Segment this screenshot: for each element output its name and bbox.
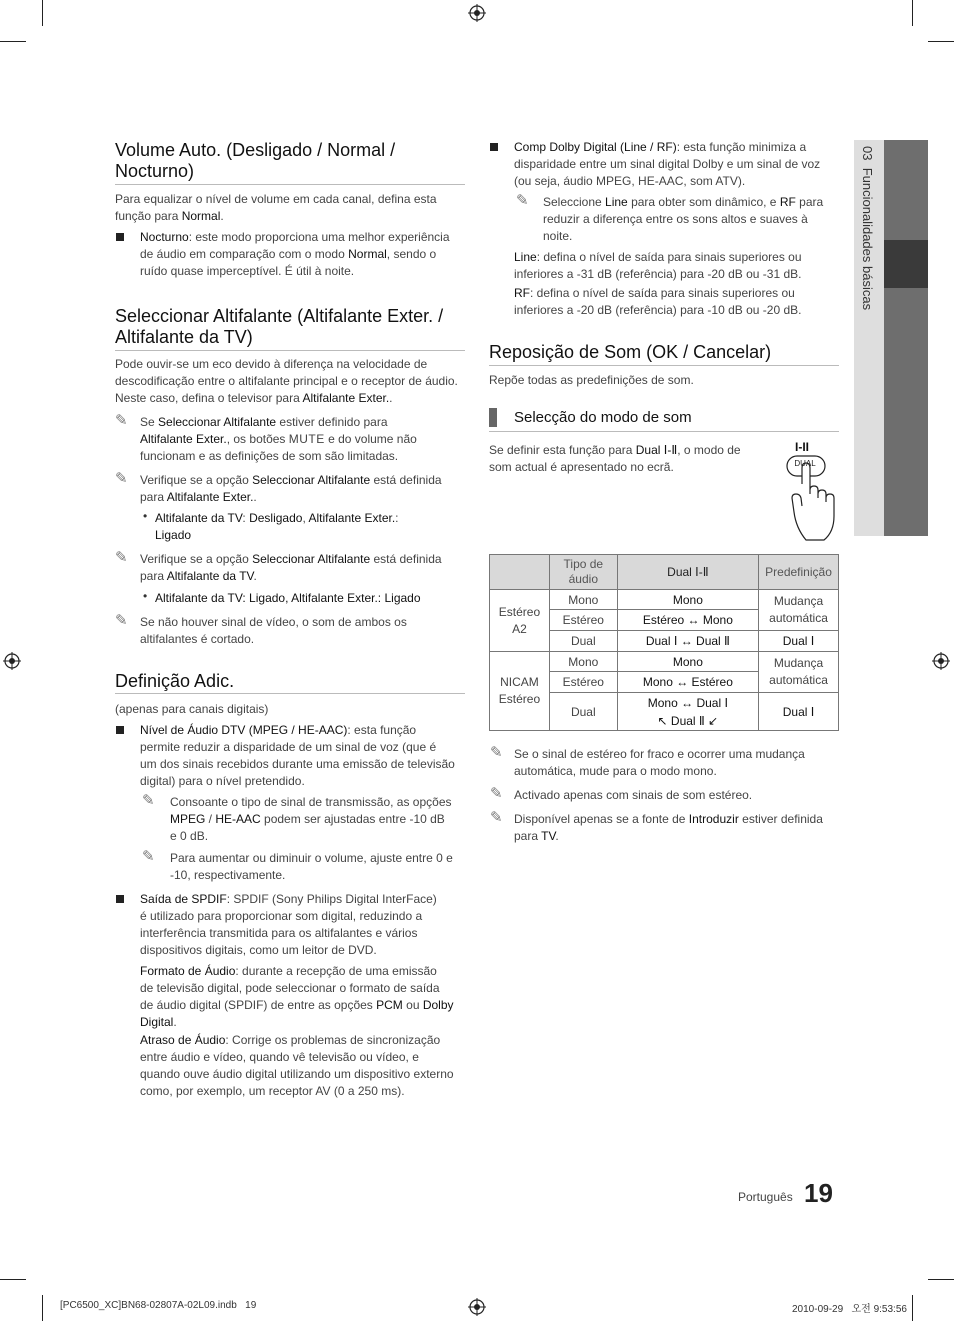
registration-mark-icon [3, 652, 21, 670]
table-cell: Mono [549, 652, 617, 672]
bullet-dot-icon: • [143, 509, 148, 523]
table-cell: Estéreo A2 [490, 590, 550, 652]
speaker-select-text: Pode ouvir-se um eco devido à diferença na velocidade de descodificação entre o altifalante principal e o receptor de áudio. Neste caso, defina o televisor para Altifalante Exter.. [115, 357, 458, 405]
heading-rule [115, 693, 465, 694]
note-pencil-icon: ✎ [115, 612, 128, 629]
stereo-note-3: Disponível apenas se a fonte de Introduzir estiver definida para TV. [514, 812, 823, 843]
crop-mark [928, 1279, 954, 1280]
table-cell: Mono [617, 652, 758, 672]
crop-mark [0, 1279, 26, 1280]
speaker-note-1: Se Seleccionar Altifalante estiver definido para Altifalante Exter., os botões MUTE e do volume não funcionam e as definições de som são limitadas. [140, 415, 417, 463]
dtv-note-1: Consoante o tipo de sinal de transmissão, as opções MPEG / HE-AAC podem ser ajustadas entre -10 dB e 0 dB. [170, 795, 452, 843]
dual-button-icon: DUAL [794, 459, 816, 468]
registration-mark-icon [932, 652, 950, 670]
dtv-note-2: Para aumentar ou diminuir o volume, ajuste entre 0 e -10, respectivamente. [170, 851, 453, 882]
table-cell: Estéreo [549, 610, 617, 631]
dtv-audio-level-item: Nível de Áudio DTV (MPEG / HE-AAC): esta função permite reduzir a disparidade de um sinal de voz (que é um dos sinais recebidos durante uma emissão de televisão digital) para o nível pretendido. [140, 723, 455, 788]
note-pencil-icon: ✎ [490, 809, 503, 826]
audio-delay-item: Atraso de Áudio: Corrige os problemas de sincronização entre áudio e vídeo, quando vê televisão ou vídeo, e quando ouve áudio digital utilizando um dispositivo externo como, por exemplo, um receptor AV (0 a 250 ms). [140, 1033, 454, 1098]
volume-auto-title: Volume Auto. (Desligado / Normal / Nocturno) [115, 140, 396, 181]
table-cell: Dual Ⅰ ↔ Dual Ⅱ [617, 631, 758, 652]
language-label: Português [738, 1190, 793, 1204]
line-description: Line: defina o nível de saída para sinais superiores ou inferiores a -31 dB (referência) para -20 dB ou -31 dB. [514, 250, 802, 281]
bullet-square-icon [490, 143, 498, 151]
bullet-square-icon [116, 233, 124, 241]
crop-mark [42, 1295, 43, 1321]
table-header-cell: Tipo de áudio [549, 555, 617, 590]
table-row [490, 652, 839, 672]
sound-mode-text: Se definir esta função para Dual Ⅰ-Ⅱ, o modo de som actual é apresentado no ecrã. [489, 443, 741, 474]
table-cell: Dual Ⅰ [759, 631, 839, 652]
crop-mark [912, 1295, 913, 1321]
registration-mark-icon [468, 4, 486, 22]
heading-rule [489, 365, 839, 366]
crop-mark [928, 41, 954, 42]
table-cell [490, 555, 550, 590]
dolby-compression-item: Comp Dolby Digital (Line / RF): esta função minimiza a disparidade entre um sinal digital Dolby e um sinal de voz (ou seja, áudio MPEG, HE-AAC, som ATV). [514, 140, 821, 188]
dual-button-label: I-II [795, 440, 809, 454]
note-pencil-icon: ✎ [115, 549, 128, 566]
audio-format-item: Formato de Áudio: durante a recepção de uma emissão de televisão digital, pode seleccionar o formato de saída de áudio digital (SPDIF) de entre as opções PCM ou Dolby Digital. [140, 964, 454, 1029]
additional-settings-title: Definição Adic. [115, 671, 235, 691]
crop-mark [42, 0, 43, 26]
note-pencil-icon: ✎ [115, 412, 128, 429]
rf-description: RF: defina o nível de saída para sinais superiores ou inferiores a -20 dB (referência) para -10 dB ou -20 dB. [514, 286, 802, 317]
table-cell: Mono [549, 590, 617, 610]
heading-rule [489, 431, 839, 432]
speaker-note-2: Verifique se a opção Seleccionar Altifalante está definida para Altifalante Exter.. [140, 473, 442, 504]
note-pencil-icon: ✎ [516, 192, 529, 209]
speaker-option-1: Altifalante da TV: Desligado, Altifalante Exter.: Ligado [155, 511, 399, 542]
stereo-note-1: Se o sinal de estéreo for fraco e ocorrer uma mudança automática, mude para o modo mono. [514, 747, 805, 778]
table-cell: Estéreo ↔ Mono [617, 610, 758, 631]
table-cell: Dual [549, 693, 617, 731]
table-cell: Estéreo [549, 672, 617, 693]
nocturno-item: Nocturno: este modo proporciona uma melhor experiência de áudio em comparação com o modo Normal, sendo o ruído quase imperceptível. É útil à noite. [140, 230, 450, 278]
table-header-row [490, 555, 839, 590]
bullet-square-icon [116, 726, 124, 734]
heading-rule [115, 350, 465, 351]
sidebar-tab-dark [884, 140, 928, 536]
chapter-label: 03 Funcionalidades básicas [860, 146, 875, 311]
dolby-note: Seleccione Line para obter som dinâmico, e RF para reduzir a diferença entre os sons altos e suaves à noite. [543, 195, 824, 243]
bullet-square-icon [116, 895, 124, 903]
table-header-cell: Dual Ⅰ-Ⅱ [617, 555, 758, 590]
stereo-note-2: Activado apenas com sinais de som estéreo. [514, 788, 753, 802]
heading-rule [115, 184, 465, 185]
table-cell: Mono ↔ Dual Ⅰ ↖ Dual Ⅱ ↙ [617, 693, 758, 731]
table-cell: Mono ↔ Estéreo [617, 672, 758, 693]
table-cell: Dual Ⅰ [759, 693, 839, 731]
note-pencil-icon: ✎ [490, 744, 503, 761]
crop-mark [912, 0, 913, 26]
sound-mode-title: Selecção do modo de som [514, 409, 692, 426]
table-cell: Mono [617, 590, 758, 610]
table-cell: Mudança automática [759, 652, 839, 693]
digital-channels-note: (apenas para canais digitais) [115, 702, 269, 716]
table-row [490, 590, 839, 610]
speaker-option-2: Altifalante da TV: Ligado, Altifalante Exter.: Ligado [155, 591, 421, 605]
sound-reset-text: Repõe todas as predefinições de som. [489, 373, 694, 387]
sound-mode-table [489, 554, 839, 731]
spdif-output-item: Saída de SPDIF: SPDIF (Sony Philips Digital InterFace) é utilizado para proporcionar som digital, reduzindo a interferência transmitida para os altifalantes e vários dispositivos digitais, como um leitor de DVD. [140, 892, 437, 957]
page-number: 19 [804, 1178, 833, 1208]
print-timestamp: 2010-09-29 오전 9:53:56 [792, 1304, 907, 1315]
table-header-cell: Predefinição [759, 555, 839, 590]
speaker-select-title: Seleccionar Altifalante (Altifalante Exter. / Altifalante da TV) [115, 306, 444, 347]
sidebar-tab-marker [884, 240, 928, 288]
sound-reset-title: Reposição de Som (OK / Cancelar) [489, 342, 772, 362]
note-pencil-icon: ✎ [142, 848, 155, 865]
table-cell: Dual [549, 631, 617, 652]
note-pencil-icon: ✎ [142, 792, 155, 809]
speaker-note-4: Se não houver sinal de vídeo, o som de ambos os altifalantes é cortado. [140, 615, 407, 646]
subsection-marker [489, 408, 497, 427]
registration-mark-icon [468, 1298, 486, 1316]
crop-mark [0, 41, 26, 42]
table-cell: Mudança automática [759, 590, 839, 631]
table-cell: NICAM Estéreo [490, 652, 550, 731]
volume-auto-text: Para equalizar o nível de volume em cada canal, defina esta função para Normal. [115, 192, 437, 223]
file-info: [PC6500_XC]BN68-02807A-02L09.indb 19 [60, 1300, 257, 1311]
speaker-note-3: Verifique se a opção Seleccionar Altifalante está definida para Altifalante da TV. [140, 552, 442, 583]
note-pencil-icon: ✎ [115, 470, 128, 487]
bullet-dot-icon: • [143, 589, 148, 603]
note-pencil-icon: ✎ [490, 785, 503, 802]
